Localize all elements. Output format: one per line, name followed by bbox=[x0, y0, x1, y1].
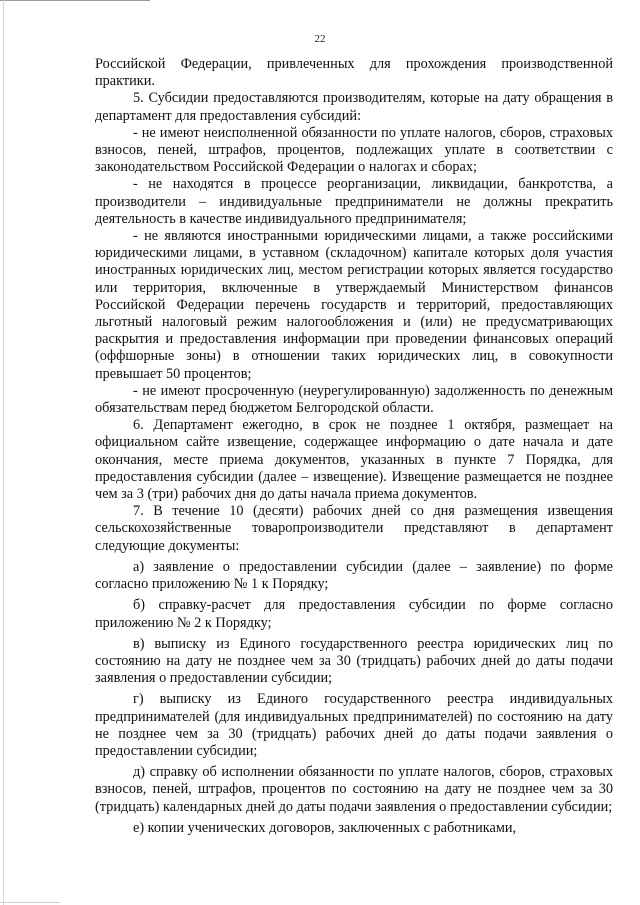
paragraph-bullet-reorganization: - не находятся в процессе реорганизации, ликвидации, банкротства, а производители – индивидуальные предприниматели не должны прекратить деятельность в качестве индивидуального предпринимателя; bbox=[95, 176, 613, 227]
paragraph-item-7v: в) выписку из Единого государственного реестра юридических лиц по состоянию на дату не позднее чем за 30 (тридцать) рабочих дней до даты подачи заявления о предоставлении субсидии; bbox=[95, 635, 613, 687]
paragraph-item-7: 7. В течение 10 (десяти) рабочих дней со дня размещения извещения сельскохозяйственные товаропроизводители представляют в департамент следующие документы: bbox=[95, 503, 613, 554]
paragraph-item-7b: б) справку-расчет для предоставления субсидии по форме согласно приложению № 2 к Порядку; bbox=[95, 597, 613, 631]
paragraph-bullet-taxes: - не имеют неисполненной обязанности по уплате налогов, сборов, страховых взносов, пеней, штрафов, процентов, подлежащих уплате в соответствии с законодательством Российской Федерации о налогах и сборах; bbox=[95, 124, 613, 176]
paragraph-item-7e: е) копии ученических договоров, заключенных с работниками, bbox=[133, 819, 517, 836]
paragraph-item-5: 5. Субсидии предоставляются производителям, которые на дату обращения в департамент для предоставления субсидий: bbox=[95, 90, 613, 124]
paragraph-item-7d: д) справку об исполнении обязанности по уплате налогов, сборов, страховых взносов, пеней, штрафов, процентов по состоянию на дату не позднее чем за 30 (тридцать) календарных дней до даты подачи заявления о предоставлении субсидии; bbox=[95, 764, 613, 815]
paragraph-bullet-foreign-entities: - не являются иностранными юридическими лицами, а также российскими юридическими лицами, в уставном (складочном) капитале которых доля участия иностранных юридических лиц, местом регистрации которых является государство или территория, включенные в утверждаемый Министерством финансов Российской Федерации перечень государств и территорий, предоставляющих льготный налоговый режим налогообложения и (или) не предусматривающих раскрытия и предоставления информации при проведении финансовых операций (оффшорные зоны) в отношении таких юридических лиц, в совокупности превышает 50 процентов; bbox=[95, 228, 613, 382]
scan-edge-left bbox=[3, 0, 4, 905]
paragraph-item-6: 6. Департамент ежегодно, в срок не позднее 1 октября, размещает на официальном сайте извещение, содержащее информацию о дате начала и дате окончания, месте приема документов, указанных в пункте 7 Порядка, для предоставления субсидии (далее – извещение). Извещение размещается не позднее чем за 3 (три) рабочих дня до даты начала приема документов. bbox=[95, 417, 613, 503]
paragraph-continuation: Российской Федерации, привлеченных для прохождения производственной практики. bbox=[95, 56, 613, 90]
paragraph-bullet-debt: - не имеют просроченную (неурегулированную) задолженность по денежным обязательствам перед бюджетом Белгородской области. bbox=[95, 382, 613, 417]
document-body bbox=[95, 56, 613, 837]
paragraph-item-7a: а) заявление о предоставлении субсидии (далее – заявление) по форме согласно приложению № 1 к Порядку; bbox=[95, 558, 613, 593]
page-number: 22 bbox=[314, 33, 326, 45]
paragraph-item-7g: г) выписку из Единого государственного реестра индивидуальных предпринимателей (для индивидуальных предпринимателей) по состоянию на дату не позднее чем за 30 (тридцать) рабочих дней до даты подачи заявления о предоставлении субсидии; bbox=[95, 691, 613, 759]
scan-edge-top bbox=[0, 0, 150, 1]
scan-edge-bottom bbox=[0, 902, 60, 903]
